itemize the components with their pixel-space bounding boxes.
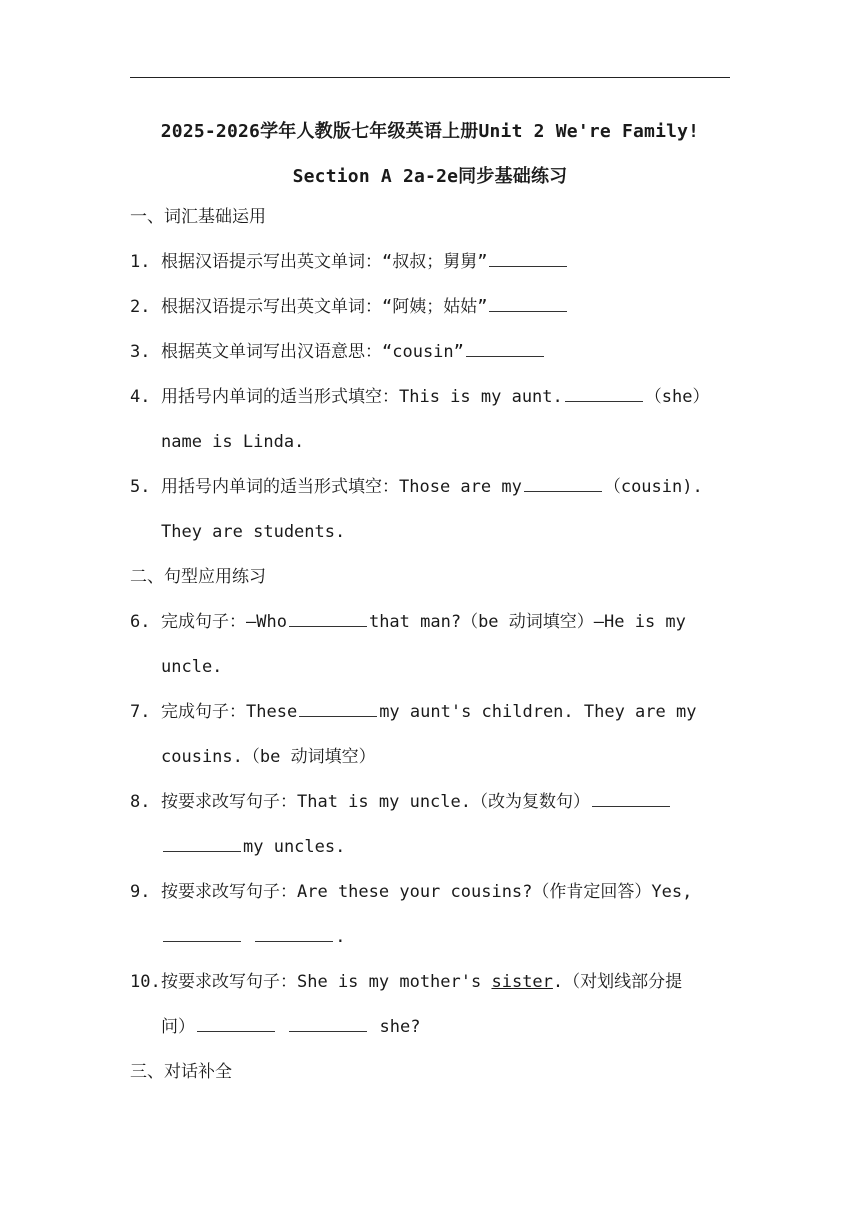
answer-blank[interactable] xyxy=(289,1017,367,1032)
answer-blank[interactable] xyxy=(289,612,367,627)
question-number: 2. xyxy=(130,297,151,317)
question-text: 根据英文单词写出汉语意思：“cousin” xyxy=(161,342,464,362)
question-text-end: .（对划线部分提 xyxy=(552,972,683,992)
question-10 xyxy=(130,971,730,993)
section-heading-sentences: 二、句型应用练习 xyxy=(130,567,266,587)
question-6-continuation: uncle. xyxy=(161,657,223,677)
question-text: 按要求改写句子：She is my mother's xyxy=(161,972,482,992)
answer-blank[interactable] xyxy=(489,297,567,312)
question-3 xyxy=(130,341,730,363)
title-line-2: Section A 2a-2e同步基础练习 xyxy=(292,166,568,187)
question-text: 按要求改写句子：That is my uncle.（改为复数句） xyxy=(161,792,590,812)
title-line-1: 2025-2026学年人教版七年级英语上册Unit 2 We're Family! xyxy=(160,121,700,142)
question-number: 6. xyxy=(130,612,151,632)
answer-blank[interactable] xyxy=(255,927,333,942)
question-6 xyxy=(130,611,730,633)
question-text-end: （she） xyxy=(644,387,710,407)
question-number: 5. xyxy=(130,477,151,497)
question-text: 完成句子：—Who xyxy=(161,612,287,632)
question-text: 根据汉语提示写出英文单词：“叔叔；舅舅” xyxy=(161,252,488,272)
answer-blank[interactable] xyxy=(489,252,567,267)
question-number: 4. xyxy=(130,387,151,407)
question-8-continuation xyxy=(161,836,731,858)
question-number: 1. xyxy=(130,252,151,272)
answer-blank[interactable] xyxy=(524,477,602,492)
answer-blank[interactable] xyxy=(592,792,670,807)
question-1 xyxy=(130,251,730,273)
question-8 xyxy=(130,791,730,813)
section-heading-vocabulary: 一、词汇基础运用 xyxy=(130,207,266,227)
question-text-end: my aunt's children. They are my xyxy=(379,702,697,722)
answer-blank[interactable] xyxy=(466,342,544,357)
question-number: 3. xyxy=(130,342,151,362)
question-text: 按要求改写句子：Are these your cousins?（作肯定回答）Yes, xyxy=(161,882,693,902)
answer-blank[interactable] xyxy=(197,1017,275,1032)
underlined-word: sister xyxy=(491,972,553,992)
question-text-end: . xyxy=(335,927,346,947)
question-5-continuation: They are students. xyxy=(161,522,346,542)
question-text: 用括号内单词的适当形式填空：This is my aunt. xyxy=(161,387,563,407)
question-9-continuation xyxy=(161,926,731,948)
question-text-end: that man?（be 动词填空）—He is my xyxy=(368,612,686,632)
question-4 xyxy=(130,386,730,408)
answer-blank[interactable] xyxy=(299,702,377,717)
answer-blank[interactable] xyxy=(565,387,643,402)
question-text-end: （cousin). xyxy=(603,477,703,497)
question-5 xyxy=(130,476,730,498)
question-text: 根据汉语提示写出英文单词：“阿姨；姑姑” xyxy=(161,297,488,317)
question-number: 7. xyxy=(130,702,151,722)
question-text-end: she? xyxy=(379,1017,421,1037)
section-heading-dialogue: 三、对话补全 xyxy=(130,1062,232,1082)
header-rule xyxy=(130,77,730,78)
question-7-continuation: cousins.（be 动词填空） xyxy=(161,747,376,767)
answer-blank[interactable] xyxy=(163,837,241,852)
question-9 xyxy=(130,881,730,903)
question-2 xyxy=(130,296,730,318)
question-4-continuation: name is Linda. xyxy=(161,432,305,452)
question-text: 用括号内单词的适当形式填空：Those are my xyxy=(161,477,522,497)
question-number: 8. xyxy=(130,792,151,812)
question-number: 10. xyxy=(130,972,161,992)
question-text: 完成句子：These xyxy=(161,702,298,722)
question-10-continuation xyxy=(161,1016,731,1038)
answer-blank[interactable] xyxy=(163,927,241,942)
question-text: 问） xyxy=(161,1017,195,1037)
question-number: 9. xyxy=(130,882,151,902)
question-text: my uncles. xyxy=(243,837,346,857)
question-7 xyxy=(130,701,730,723)
